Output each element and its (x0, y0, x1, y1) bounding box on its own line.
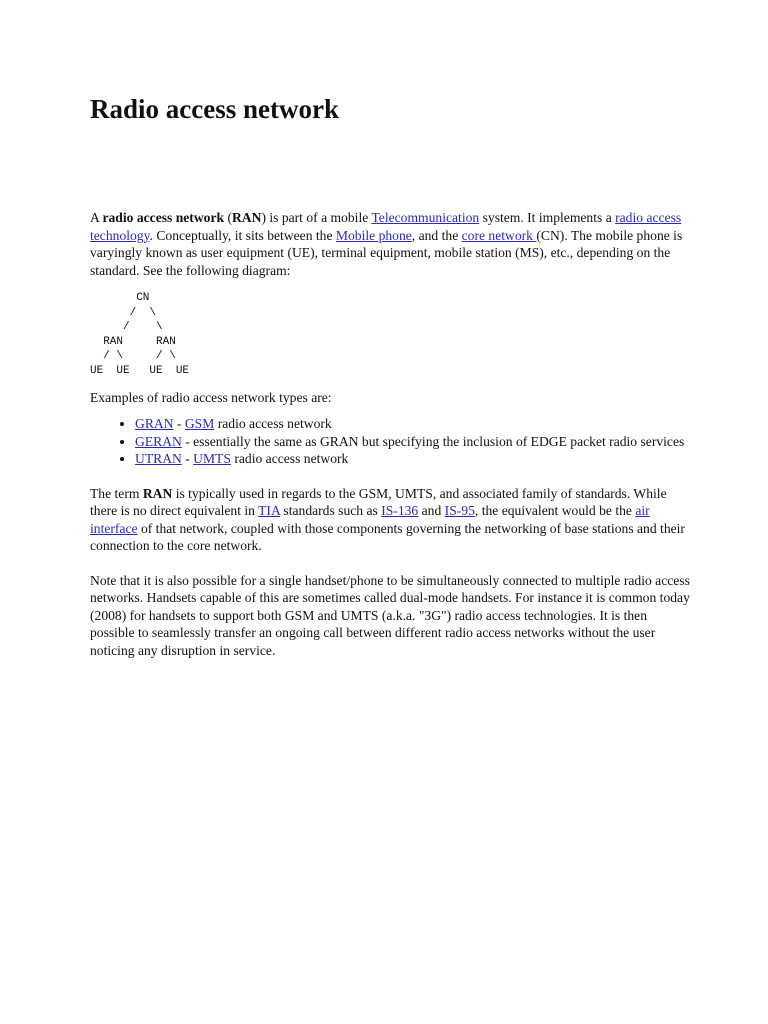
term-bold-ran-full: radio access network (102, 210, 225, 225)
term-text: , the equivalent would be the (474, 503, 636, 519)
examples-list (90, 415, 690, 468)
list-item-text: radio access network (214, 416, 332, 432)
term-bold-ran: RAN (142, 485, 173, 501)
link-gran[interactable]: GRAN (135, 416, 174, 432)
list-item (135, 450, 690, 468)
intro-text: system. It implements a (479, 210, 616, 225)
list-item-text: - essentially the same as GRAN but specifying the inclusion of EDGE packet radio services (181, 433, 685, 449)
network-diagram: CN / \ / \ RAN RAN / \ / \ UE UE UE UE (90, 292, 190, 377)
note-paragraph: Note that it is also possible for a single handset/phone to be simultaneously connected to multiple radio access networks. Handsets capable of this are sometimes called dual-mode handsets. For instance it is common today (2008) for handsets to support both GSM and UMTS (a.k.a. "3G") radio access technologies. It is then possible to seamlessly transfer an ongoing call between different radio access networks without the user noticing any disruption in service. (90, 572, 690, 658)
link-mobile-phone[interactable]: Mobile phone (335, 227, 412, 243)
link-air-interface[interactable]: air interface (90, 503, 650, 536)
page-title: Radio access network (90, 94, 339, 124)
link-umts[interactable]: UMTS (193, 451, 231, 467)
term-bold-ran: RAN (231, 210, 262, 225)
intro-text: , and the (411, 227, 462, 243)
link-telecommunication[interactable]: Telecommunication (371, 210, 480, 225)
list-separator: - (181, 451, 194, 467)
term-text: standards such as (280, 503, 382, 519)
term-text: of that network, coupled with those components governing the networking of base stations and their connection to the core network. (90, 520, 685, 554)
article-body (90, 209, 690, 659)
link-is-95[interactable]: IS-95 (444, 503, 475, 519)
intro-paragraph (90, 209, 690, 279)
list-item (135, 433, 690, 451)
intro-text: . Conceptually, it sits between the (149, 227, 336, 243)
list-item-text: radio access network (230, 451, 349, 467)
link-is-136[interactable]: IS-136 (381, 503, 419, 519)
link-geran[interactable]: GERAN (135, 433, 182, 449)
link-gsm[interactable]: GSM (184, 416, 215, 432)
list-item (135, 415, 690, 433)
intro-text: ( (224, 210, 232, 225)
link-radio-access-technology[interactable]: radio access technology (90, 210, 682, 243)
link-tia[interactable]: TIA (258, 503, 281, 519)
intro-text: (CN). The mobile phone is varyingly known as user equipment (UE), terminal equipment, mobile station (MS), etc., depending on the standard. See the following diagram: (90, 227, 683, 278)
intro-text: ) is part of a mobile (261, 210, 372, 225)
term-text: and (418, 503, 445, 519)
link-core-network[interactable]: core network (461, 227, 537, 243)
term-text: is typically used in regards to the GSM, UMTS, and associated family of standards. While there is no direct equivalent in (90, 485, 667, 519)
term-paragraph (90, 485, 690, 555)
link-utran[interactable]: UTRAN (135, 451, 182, 467)
examples-intro: Examples of radio access network types are: (90, 389, 332, 405)
list-separator: - (173, 416, 185, 432)
term-text: The term (90, 485, 143, 501)
intro-text: A (90, 210, 103, 225)
